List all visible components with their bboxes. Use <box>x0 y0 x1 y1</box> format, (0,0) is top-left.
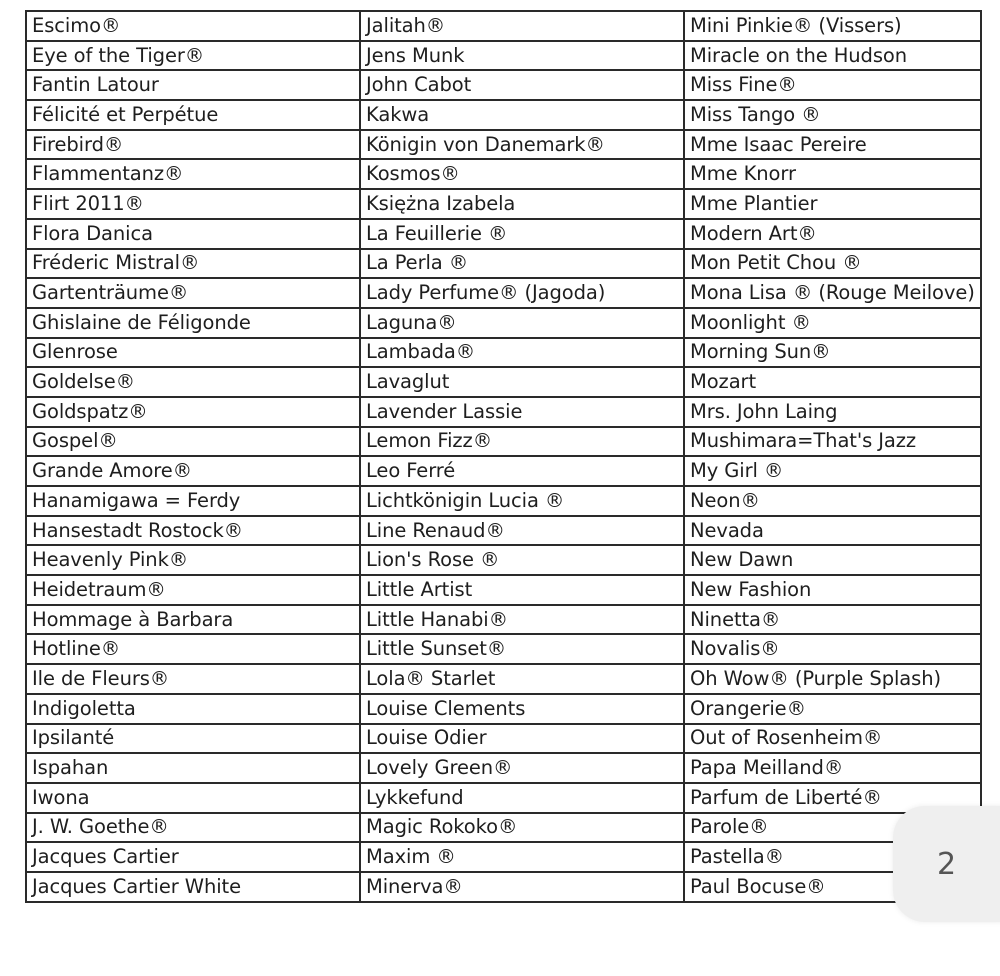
table-cell: Flammentanz® <box>26 159 360 189</box>
table-cell: Königin von Danemark® <box>360 130 684 160</box>
table-row <box>26 575 981 605</box>
table-cell: Hanamigawa = Ferdy <box>26 486 360 516</box>
table-row <box>26 545 981 575</box>
table-row <box>26 249 981 279</box>
table-row <box>26 189 981 219</box>
table-row <box>26 427 981 457</box>
table-cell: Heidetraum® <box>26 575 360 605</box>
table-cell: My Girl ® <box>684 456 981 486</box>
table-row <box>26 397 981 427</box>
table-cell: Mini Pinkie® (Vissers) <box>684 11 981 41</box>
table-cell: New Fashion <box>684 575 981 605</box>
table-cell: Mozart <box>684 367 981 397</box>
table-row <box>26 338 981 368</box>
table-cell: Minerva® <box>360 872 684 902</box>
table-cell: Orangerie® <box>684 694 981 724</box>
table-row <box>26 783 981 813</box>
table-row <box>26 694 981 724</box>
table-row <box>26 219 981 249</box>
table-cell: Firebird® <box>26 130 360 160</box>
table-cell: Morning Sun® <box>684 338 981 368</box>
table-cell: Mushimara=That's Jazz <box>684 427 981 457</box>
table-cell: John Cabot <box>360 70 684 100</box>
table-row <box>26 486 981 516</box>
table-cell: Moonlight ® <box>684 308 981 338</box>
table-cell: La Perla ® <box>360 249 684 279</box>
table-cell: Flora Danica <box>26 219 360 249</box>
table-cell: Lovely Green® <box>360 753 684 783</box>
table-row <box>26 159 981 189</box>
table-cell: Miss Tango ® <box>684 100 981 130</box>
table-row <box>26 100 981 130</box>
table-row <box>26 367 981 397</box>
table-row <box>26 724 981 754</box>
table-cell: Lavaglut <box>360 367 684 397</box>
table-cell: Escimo® <box>26 11 360 41</box>
table-cell: Papa Meilland® <box>684 753 981 783</box>
table-cell: Hotline® <box>26 634 360 664</box>
table-cell: Lola® Starlet <box>360 664 684 694</box>
table-cell: Mrs. John Laing <box>684 397 981 427</box>
table-cell: Iwona <box>26 783 360 813</box>
table-cell: Ninetta® <box>684 605 981 635</box>
table-cell: Ghislaine de Féligonde <box>26 308 360 338</box>
table-cell: Księżna Izabela <box>360 189 684 219</box>
table-row <box>26 634 981 664</box>
table-cell: Heavenly Pink® <box>26 545 360 575</box>
table-row <box>26 872 981 902</box>
table-row <box>26 753 981 783</box>
table-row <box>26 456 981 486</box>
table-cell: Leo Ferré <box>360 456 684 486</box>
table-cell: Ipsilanté <box>26 724 360 754</box>
table-cell: Flirt 2011® <box>26 189 360 219</box>
page-number-badge <box>893 806 1000 922</box>
table-cell: La Feuillerie ® <box>360 219 684 249</box>
table-cell: Goldspatz® <box>26 397 360 427</box>
table-cell: Neon® <box>684 486 981 516</box>
table-cell: Kosmos® <box>360 159 684 189</box>
table-cell: Jens Munk <box>360 41 684 71</box>
table-cell: Mona Lisa ® (Rouge Meilove) <box>684 278 981 308</box>
table-row <box>26 842 981 872</box>
table-cell: Laguna® <box>360 308 684 338</box>
rose-table-body <box>26 11 981 902</box>
table-cell: Out of Rosenheim® <box>684 724 981 754</box>
table-cell: Goldelse® <box>26 367 360 397</box>
table-cell: Mme Knorr <box>684 159 981 189</box>
table-row <box>26 605 981 635</box>
table-cell: Little Artist <box>360 575 684 605</box>
table-cell: Lambada® <box>360 338 684 368</box>
table-cell: Miss Fine® <box>684 70 981 100</box>
page-number: 2 <box>936 846 957 882</box>
table-cell: Fréderic Mistral® <box>26 249 360 279</box>
table-cell: Modern Art® <box>684 219 981 249</box>
table-cell: Pastella® <box>684 842 981 872</box>
table-cell: Mme Isaac Pereire <box>684 130 981 160</box>
table-cell: Lion's Rose ® <box>360 545 684 575</box>
table-row <box>26 664 981 694</box>
table-cell: Jacques Cartier <box>26 842 360 872</box>
table-cell: Oh Wow® (Purple Splash) <box>684 664 981 694</box>
table-cell: Louise Odier <box>360 724 684 754</box>
table-cell: Novalis® <box>684 634 981 664</box>
table-cell: Fantin Latour <box>26 70 360 100</box>
table-cell: Little Sunset® <box>360 634 684 664</box>
table-cell: Lemon Fizz® <box>360 427 684 457</box>
table-row <box>26 516 981 546</box>
table-cell: Lady Perfume® (Jagoda) <box>360 278 684 308</box>
table-cell: Glenrose <box>26 338 360 368</box>
table-cell: J. W. Goethe® <box>26 813 360 843</box>
table-cell: Lavender Lassie <box>360 397 684 427</box>
table-cell: Eye of the Tiger® <box>26 41 360 71</box>
table-cell: Louise Clements <box>360 694 684 724</box>
table-row <box>26 11 981 41</box>
table-cell: Maxim ® <box>360 842 684 872</box>
table-cell: Hansestadt Rostock® <box>26 516 360 546</box>
table-cell: Grande Amore® <box>26 456 360 486</box>
table-cell: Jacques Cartier White <box>26 872 360 902</box>
table-cell: Miracle on the Hudson <box>684 41 981 71</box>
table-cell: Parole® <box>684 813 981 843</box>
table-cell: Paul Bocuse® <box>684 872 981 902</box>
table-cell: New Dawn <box>684 545 981 575</box>
table-cell: Indigoletta <box>26 694 360 724</box>
table-row <box>26 813 981 843</box>
table-row <box>26 278 981 308</box>
table-cell: Little Hanabi® <box>360 605 684 635</box>
table-cell: Lykkefund <box>360 783 684 813</box>
table-cell: Nevada <box>684 516 981 546</box>
table-cell: Gartenträume® <box>26 278 360 308</box>
table-cell: Jalitah® <box>360 11 684 41</box>
table-cell: Magic Rokoko® <box>360 813 684 843</box>
table-row <box>26 70 981 100</box>
table-cell: Parfum de Liberté® <box>684 783 981 813</box>
rose-variety-table <box>25 10 982 903</box>
table-cell: Mme Plantier <box>684 189 981 219</box>
table-cell: Mon Petit Chou ® <box>684 249 981 279</box>
table-cell: Kakwa <box>360 100 684 130</box>
table-cell: Lichtkönigin Lucia ® <box>360 486 684 516</box>
table-row <box>26 130 981 160</box>
table-cell: Félicité et Perpétue <box>26 100 360 130</box>
table-row <box>26 308 981 338</box>
table-cell: Gospel® <box>26 427 360 457</box>
table-cell: Hommage à Barbara <box>26 605 360 635</box>
table-row <box>26 41 981 71</box>
table-cell: Ile de Fleurs® <box>26 664 360 694</box>
table-cell: Ispahan <box>26 753 360 783</box>
table-cell: Line Renaud® <box>360 516 684 546</box>
